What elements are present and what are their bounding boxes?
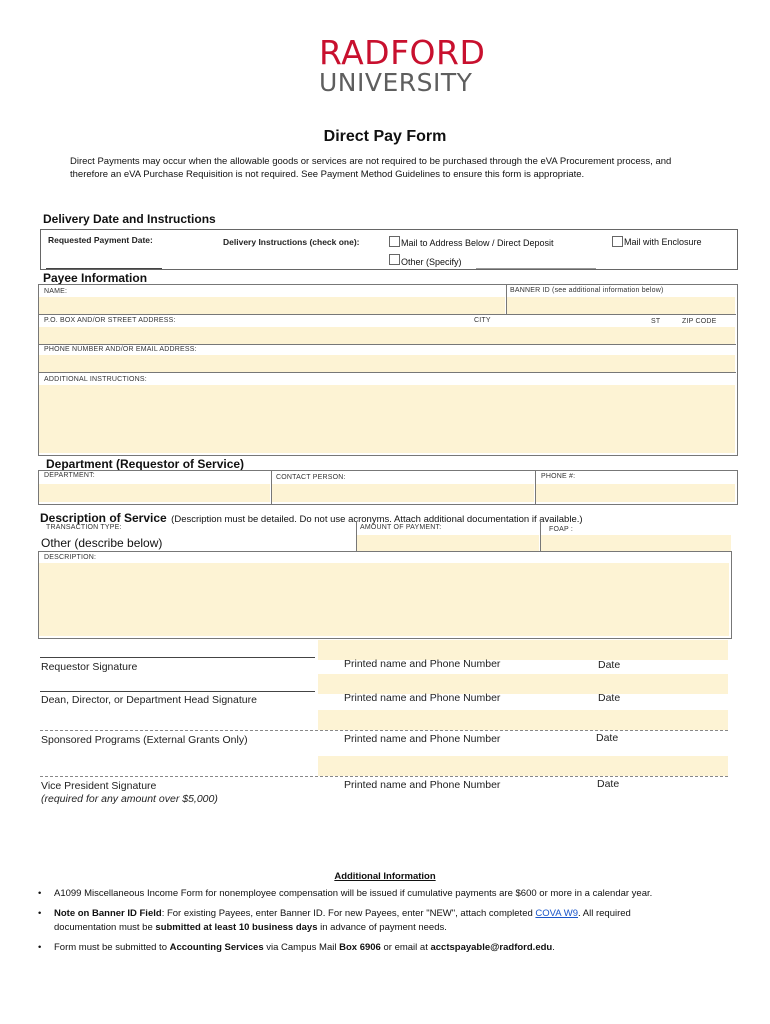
banner-note-text1: : For existing Payees, enter Banner ID. For new Payees, enter "NEW", attach completed [161, 908, 536, 919]
department-field[interactable] [39, 484, 270, 502]
additional-info-heading: Additional Information [334, 871, 436, 882]
zip-label: ZIP CODE [682, 318, 717, 325]
additional-instructions-field[interactable] [39, 385, 735, 453]
vp-signature-label: Vice President Signature [41, 780, 157, 792]
submit-text3: or email at [380, 942, 431, 953]
bullet-dot: • [38, 908, 42, 919]
transaction-type-label: TRANSACTION TYPE: [46, 524, 122, 531]
info-submission [54, 941, 744, 955]
printed-name-label-2: Printed name and Phone Number [344, 692, 501, 704]
info-1099: A1099 Miscellaneous Income Form for nonemployee compensation will be issued if cumulative payments are $600 or more in a calendar year. [54, 888, 653, 899]
foap-field[interactable] [541, 535, 731, 551]
divider [38, 372, 736, 373]
service-heading-note: (Description must be detailed. Do not use acronyms. Attach additional documentation if available.) [171, 514, 583, 525]
foap-label: FOAP : [549, 526, 574, 533]
phone-label: PHONE #: [541, 473, 576, 480]
signature-line-1[interactable] [40, 657, 315, 658]
additional-instructions-label: ADDITIONAL INSTRUCTIONS: [44, 376, 147, 383]
requested-date-label: Requested Payment Date: [48, 235, 153, 245]
banner-note-text2: . All required documentation must be [54, 908, 631, 933]
info-banner-id [54, 907, 694, 935]
printed-name-label-4: Printed name and Phone Number [344, 779, 501, 791]
mail-address-checkbox[interactable] [389, 236, 400, 247]
department-heading: Department (Requestor of Service) [46, 457, 245, 471]
cova-w9-link[interactable]: COVA W9 [535, 908, 579, 919]
logo-radford: RADFORD [319, 33, 486, 72]
phone-email-field[interactable] [39, 355, 735, 372]
st-label: ST [651, 318, 661, 325]
department-label: DEPARTMENT: [44, 472, 95, 479]
mail-enclosure-checkbox[interactable] [612, 236, 623, 247]
banner-note-text3: in advance of payment needs. [317, 922, 447, 933]
description-field[interactable] [39, 563, 729, 636]
banner-id-field[interactable] [507, 297, 735, 314]
submit-text2: via Campus Mail [263, 942, 340, 953]
printed-name-field-1[interactable] [318, 640, 728, 660]
requestor-signature-label: Requestor Signature [41, 661, 138, 673]
submit-email[interactable]: acctspayable@radford.edu [430, 942, 553, 953]
address-label: P.O. BOX AND/OR STREET ADDRESS: [44, 317, 176, 324]
bullet-dot: • [38, 942, 42, 953]
submit-bold2: Box 6906 [339, 942, 381, 953]
address-field[interactable] [39, 327, 735, 344]
printed-name-label-1: Printed name and Phone Number [344, 658, 501, 670]
printed-name-label-3: Printed name and Phone Number [344, 733, 501, 745]
mail-enclosure-label: Mail with Enclosure [624, 237, 702, 247]
banner-note-bold2: submitted at least 10 business days [155, 922, 318, 933]
printed-name-field-3[interactable] [318, 710, 728, 730]
date-label-3: Date [596, 732, 619, 744]
dean-signature-label: Dean, Director, or Department Head Signature [41, 694, 257, 706]
name-label: NAME: [44, 288, 68, 295]
submit-bold1: Accounting Services [169, 942, 264, 953]
amount-label: AMOUNT OF PAYMENT: [360, 524, 442, 531]
other-specify-label: Other (Specify) [401, 257, 462, 267]
other-specify-checkbox[interactable] [389, 254, 400, 265]
vp-signature-note: (required for any amount over $5,000) [41, 793, 218, 805]
page-title: Direct Pay Form [323, 128, 447, 145]
logo-university: UNIVERSITY [319, 68, 473, 97]
amount-field[interactable] [357, 535, 539, 551]
instructions-label: Delivery Instructions (check one): [223, 237, 360, 247]
bullet-dot: • [38, 888, 42, 899]
contact-person-field[interactable] [272, 484, 534, 502]
requested-date-field[interactable] [46, 268, 162, 269]
contact-person-label: CONTACT PERSON: [276, 474, 346, 481]
printed-name-field-2[interactable] [318, 674, 728, 694]
description-label: DESCRIPTION: [44, 554, 97, 561]
divider [40, 730, 728, 731]
mail-address-label: Mail to Address Below / Direct Deposit [401, 238, 554, 248]
date-label-1: Date [598, 659, 621, 671]
service-heading: Description of Service [40, 511, 167, 525]
phone-email-label: PHONE NUMBER AND/OR EMAIL ADDRESS: [44, 346, 197, 353]
payee-heading: Payee Information [43, 271, 148, 285]
banner-note-bold: Note on Banner ID Field [54, 908, 162, 919]
transaction-type-select[interactable]: Other (describe below) [41, 536, 163, 550]
date-label-4: Date [597, 778, 620, 790]
intro-text: Direct Payments may occur when the allowable goods or services are not required to be purchased through the eVA Procurement process, and therefore an eVA Purchase Requisition is not required. See Payment Method Guidelines to ensure this form is appropriate. [70, 156, 672, 180]
banner-label: BANNER ID (see additional information below) [510, 287, 664, 294]
divider [38, 344, 736, 345]
printed-name-field-4[interactable] [318, 756, 728, 776]
submit-text1: Form must be submitted to [54, 942, 170, 953]
signature-line-2[interactable] [40, 691, 315, 692]
city-label: CITY [474, 317, 491, 324]
divider [40, 776, 728, 777]
sponsored-programs-label: Sponsored Programs (External Grants Only) [41, 734, 248, 746]
delivery-heading: Delivery Date and Instructions [43, 212, 216, 226]
date-label-2: Date [598, 692, 621, 704]
other-specify-field[interactable] [476, 268, 596, 269]
phone-field[interactable] [536, 484, 735, 502]
divider [38, 314, 736, 315]
submit-text4: . [552, 942, 555, 953]
name-field[interactable] [39, 297, 505, 314]
